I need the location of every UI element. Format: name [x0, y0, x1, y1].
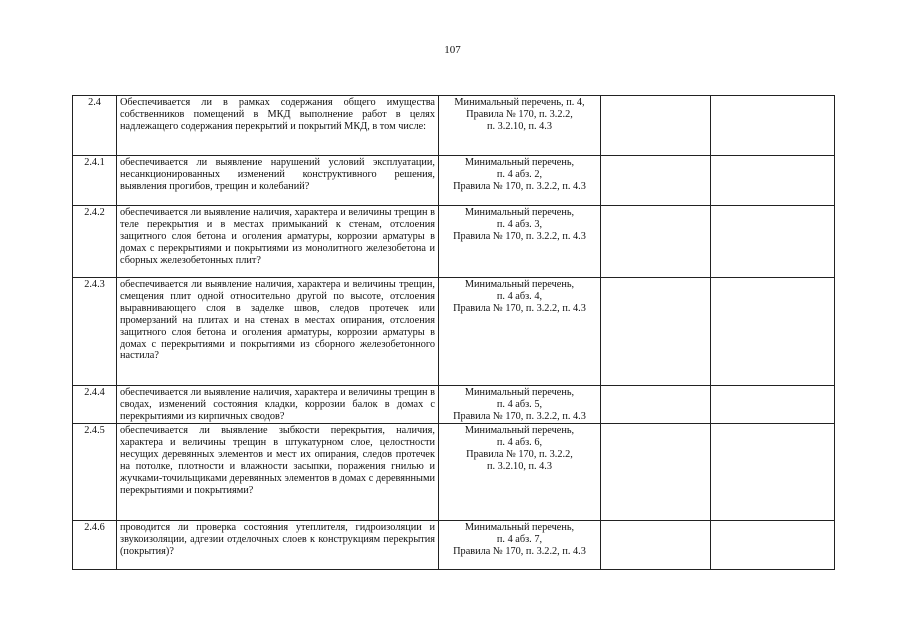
table-row	[73, 156, 835, 206]
legal-reference	[439, 206, 601, 278]
table-row	[73, 521, 835, 570]
legal-reference	[439, 96, 601, 156]
legal-reference-line: п. 4 абз. 5,	[496, 398, 543, 410]
table-row	[73, 96, 835, 156]
question-text: обеспечивается ли выявление нарушений условий эксплуатации, несанкционированных изменений конструктивного решения, выявления прогибов, трещин и колебаний?	[117, 156, 439, 206]
legal-reference	[439, 386, 601, 424]
checklist-table	[72, 95, 835, 570]
item-number: 2.4.4	[73, 386, 117, 424]
legal-reference-line: Правила № 170, п. 3.2.2, п. 4.3	[453, 302, 586, 314]
legal-reference-line: Правила № 170, п. 3.2.2, п. 4.3	[453, 410, 586, 422]
answer-cell	[601, 278, 711, 386]
note-cell	[711, 424, 835, 521]
table-row	[73, 386, 835, 424]
answer-cell	[601, 386, 711, 424]
legal-reference-line: Минимальный перечень,	[464, 425, 575, 436]
item-number: 2.4.2	[73, 206, 117, 278]
legal-reference	[439, 278, 601, 386]
legal-reference	[439, 521, 601, 570]
legal-reference-line: Минимальный перечень, п. 4,	[454, 97, 585, 108]
legal-reference-line: п. 3.2.10, п. 4.3	[486, 120, 553, 132]
item-number: 2.4.1	[73, 156, 117, 206]
note-cell	[711, 386, 835, 424]
legal-reference-line: Минимальный перечень,	[464, 157, 575, 168]
answer-cell	[601, 96, 711, 156]
legal-reference-line: Минимальный перечень,	[464, 387, 575, 398]
item-number: 2.4.6	[73, 521, 117, 570]
legal-reference-line: п. 4 абз. 6,	[496, 436, 543, 448]
note-cell	[711, 278, 835, 386]
question-text: обеспечивается ли выявление наличия, характера и величины трещин в сводах, изменений состояния кладки, коррозии балок в домах с перекрытиями из кирпичных сводов?	[117, 386, 439, 424]
note-cell	[711, 96, 835, 156]
question-text: обеспечивается ли выявление наличия, характера и величины трещин, смещения плит одной относительно другой по высоте, отслоения выравнивающего слоя в заделке швов, следов протечек или промерзаний на плитах и на стенах в местах опирания, отслоения защитного слоя бетона и оголения арматуры, коррозии арматуры в домах с перекрытиями и покрытиями из сборного железобетонного настила?	[117, 278, 439, 386]
legal-reference-line: Минимальный перечень,	[464, 279, 575, 290]
legal-reference-line: п. 4 абз. 4,	[496, 290, 543, 302]
legal-reference-line: Правила № 170, п. 3.2.2, п. 4.3	[453, 545, 586, 557]
legal-reference-line: Правила № 170, п. 3.2.2,	[466, 448, 573, 460]
legal-reference	[439, 424, 601, 521]
question-text: Обеспечивается ли в рамках содержания общего имущества собственников помещений в МКД выполнение работ в целях надлежащего содержания перекрытий и покрытий МКД, в том числе:	[117, 96, 439, 156]
legal-reference-line: п. 4 абз. 2,	[496, 168, 543, 180]
checklist-table-body	[73, 96, 835, 570]
note-cell	[711, 206, 835, 278]
note-cell	[711, 156, 835, 206]
legal-reference-line: Минимальный перечень,	[464, 207, 575, 218]
item-number: 2.4.5	[73, 424, 117, 521]
note-cell	[711, 521, 835, 570]
legal-reference-line: Правила № 170, п. 3.2.2,	[466, 108, 573, 120]
legal-reference-line: Правила № 170, п. 3.2.2, п. 4.3	[453, 180, 586, 192]
table-row	[73, 206, 835, 278]
legal-reference-line: Минимальный перечень,	[464, 522, 575, 533]
legal-reference	[439, 156, 601, 206]
question-text: проводится ли проверка состояния утеплителя, гидроизоляции и звукоизоляции, адгезии отделочных слоев к конструкциям перекрытия (покрытия)?	[117, 521, 439, 570]
table-row	[73, 278, 835, 386]
answer-cell	[601, 424, 711, 521]
legal-reference-line: п. 3.2.10, п. 4.3	[486, 460, 553, 472]
legal-reference-line: п. 4 абз. 7,	[496, 533, 543, 545]
answer-cell	[601, 206, 711, 278]
question-text: обеспечивается ли выявление наличия, характера и величины трещин в теле перекрытия и в местах примыканий к стенам, отслоения защитного слоя бетона и оголения арматуры, коррозии арматуры в домах с перекрытиями и покрытиями из монолитного железобетона и сборных железобетонных плит?	[117, 206, 439, 278]
question-text: обеспечивается ли выявление зыбкости перекрытия, наличия, характера и величины трещин в штукатурном слое, целостности несущих деревянных элементов и мест их опирания, следов протечек на потолке, плотности и влажности засыпки, поражения гнилью и жучками-точильщиками деревянных элементов в домах с деревянными перекрытиями и покрытиями?	[117, 424, 439, 521]
page-number: 107	[444, 44, 461, 56]
item-number: 2.4.3	[73, 278, 117, 386]
answer-cell	[601, 521, 711, 570]
item-number: 2.4	[73, 96, 117, 156]
table-row	[73, 424, 835, 521]
legal-reference-line: п. 4 абз. 3,	[496, 218, 543, 230]
answer-cell	[601, 156, 711, 206]
legal-reference-line: Правила № 170, п. 3.2.2, п. 4.3	[453, 230, 586, 242]
